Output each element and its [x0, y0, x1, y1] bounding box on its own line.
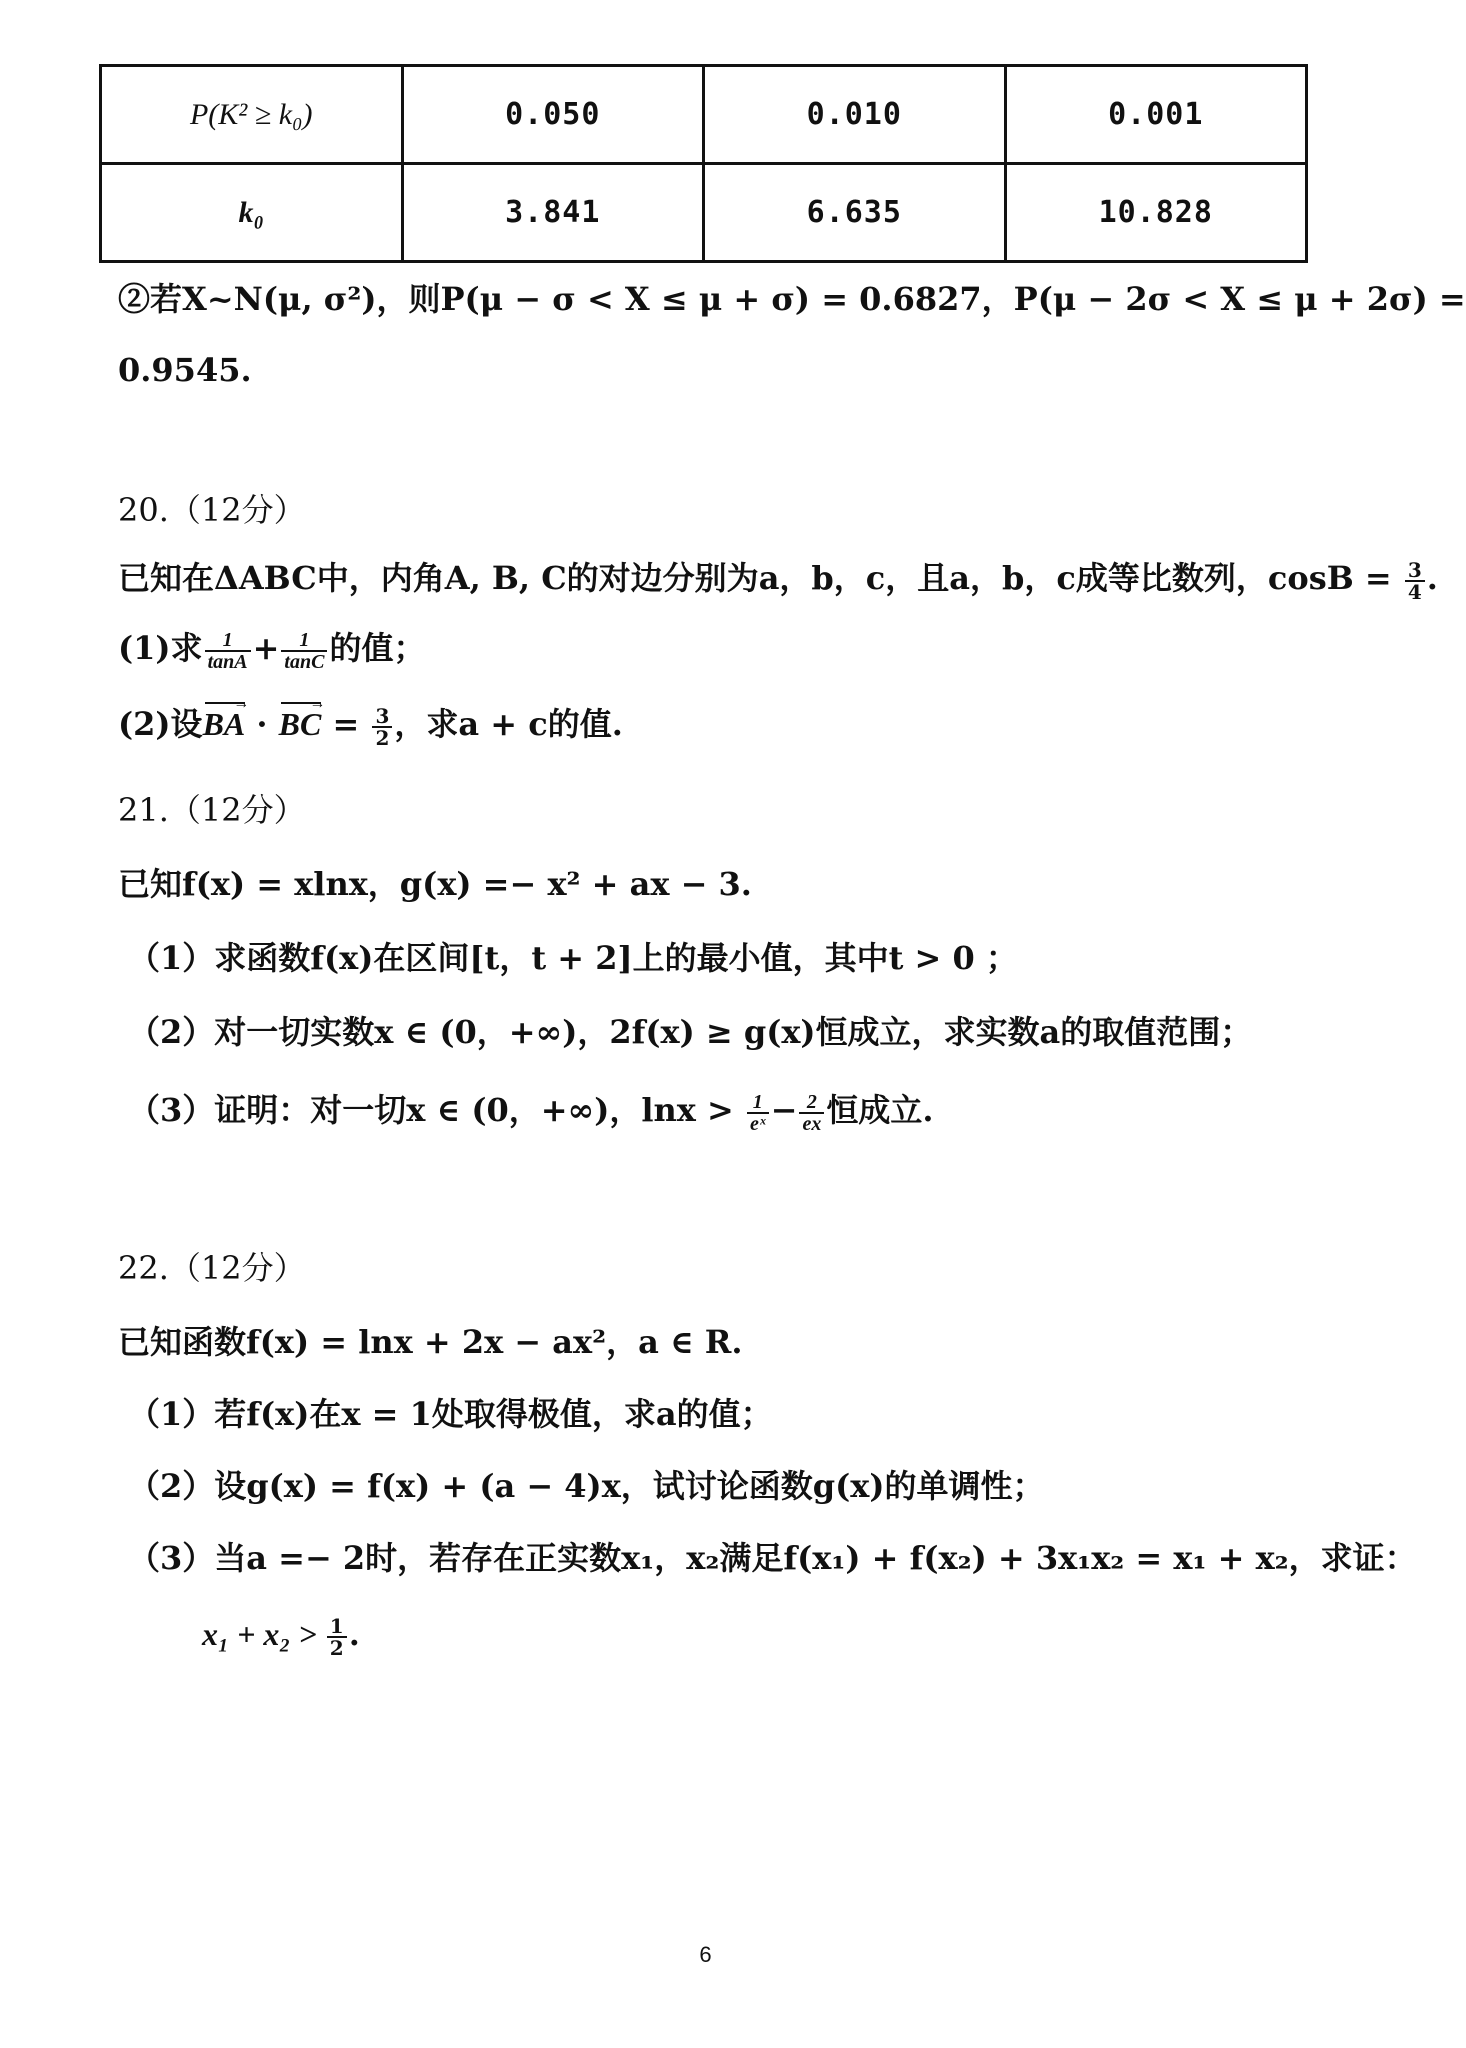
q21-header: 21.（12分）: [118, 791, 306, 829]
q22-part3-conclusion: x₁ + x₂ > $\frac{1}{2}$ .: [202, 1613, 360, 1660]
table-row: [101, 164, 1307, 262]
cosb-fraction: $\frac{3}{4}$: [1405, 560, 1425, 602]
q21-part2: （2）对一切实数x ∈ (0，+∞)，2f(x) ≥ g(x)恒成立，求实数a的取值范围；: [128, 1013, 1253, 1051]
page-number: 6: [699, 1942, 712, 1967]
q20-part1: (1)求 $\frac{1}{\tan A}$ + $\frac{1}{\tan C}$ 的值；: [118, 628, 426, 673]
q22-part3: （3）当a =− 2时，若存在正实数x₁，x₂满足f(x₁) + f(x₂) + 3x₁x₂ = x₁ + x₂，求证：: [128, 1539, 1417, 1577]
note-line-1: ②若X~N(μ, σ²)，则P(μ − σ < X ≤ μ + σ) = 0.6827，P(μ − 2σ < X ≤ μ + 2σ) =: [118, 280, 1466, 318]
q22-part1: （1）若f(x)在x = 1处取得极值，求a的值；: [128, 1395, 773, 1433]
q21-part3: （3）证明：对一切x ∈ (0，+∞)，lnx > $\frac{1}{\text{eˣ}}$ − $\frac{2}{ex}$ 恒成立.: [128, 1090, 934, 1135]
vector-BA: BA →: [203, 704, 246, 744]
table-cell: 0.050: [402, 66, 704, 164]
vector-BC: BC →: [279, 704, 322, 744]
fraction-tanC: $\frac{1}{\tan C}$: [281, 630, 327, 672]
fraction-one-half: $\frac{1}{2}$: [327, 1616, 347, 1658]
q21-stem: 已知f(x) = xlnx，g(x) =− x² + ax − 3.: [118, 865, 752, 903]
table-cell: 0.001: [1005, 66, 1307, 164]
table-cell: 6.635: [704, 164, 1006, 262]
q20-header: 20.（12分）: [118, 491, 306, 529]
table-cell: P(K² ≥ k₀): [101, 66, 403, 164]
fraction-three-halves: $\frac{3}{2}$: [372, 706, 392, 748]
table-row: [101, 66, 1307, 164]
fraction-one-over-ex: $\frac{1}{\text{eˣ}}$: [747, 1092, 769, 1134]
q21-part1: （1）求函数f(x)在区间[t，t + 2]上的最小值，其中t > 0 ；: [128, 939, 1018, 977]
fraction-two-over-ex: $\frac{2}{ex}$: [799, 1092, 824, 1134]
q22-stem: 已知函数f(x) = lnx + 2x − ax²，a ∈ R.: [118, 1323, 743, 1361]
fraction-tanA: $\frac{1}{\tan A}$: [205, 630, 251, 672]
table-cell: 0.010: [704, 66, 1006, 164]
table-cell: 10.828: [1005, 164, 1307, 262]
table-cell: 3.841: [402, 164, 704, 262]
q22-header: 22.（12分）: [118, 1249, 306, 1287]
critical-value-table: [99, 64, 1308, 263]
q20-part2: (2)设BA → · BC → = $\frac{3}{2}$ ，求a + c的值.: [118, 704, 623, 748]
q22-part2: （2）设g(x) = f(x) + (a − 4)x，试讨论函数g(x)的单调性；: [128, 1467, 1045, 1505]
note-line-2: 0.9545.: [118, 351, 252, 389]
table-cell: k₀: [101, 164, 403, 262]
q20-stem: 已知在ΔABC中，内角A, B, C的对边分别为a，b，c，且a，b，c成等比数列，cosB = $\frac{3}{4}$ .: [118, 557, 1438, 604]
